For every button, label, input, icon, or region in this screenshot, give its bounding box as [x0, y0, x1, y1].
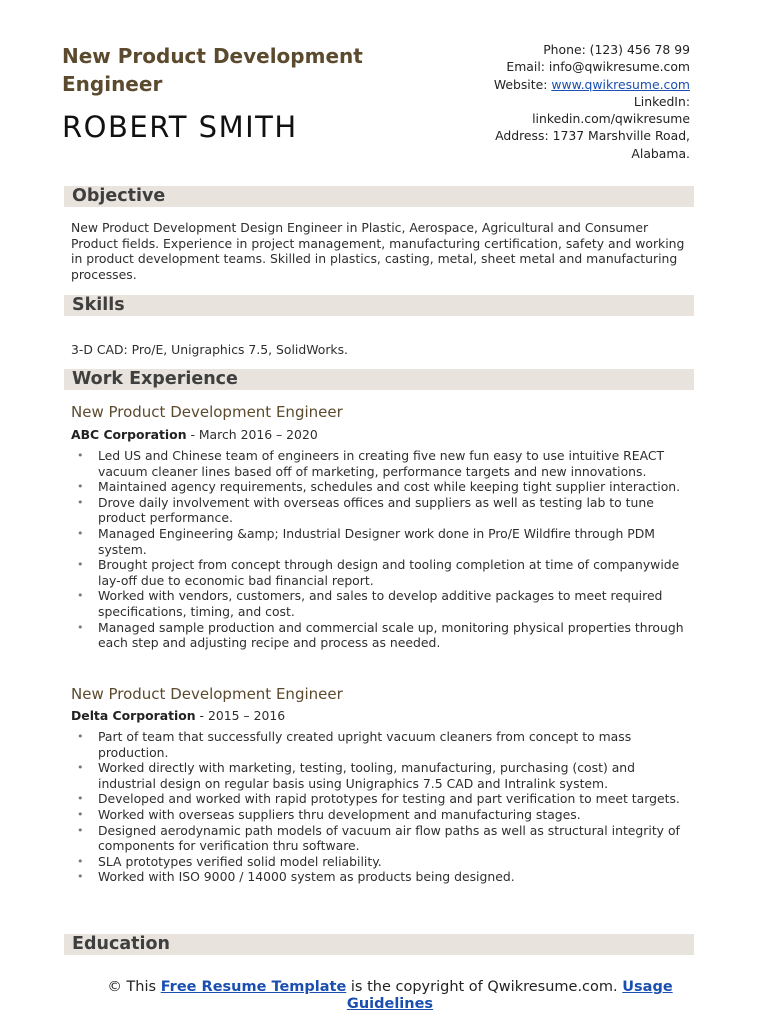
usage-guidelines-link[interactable]: Usage Guidelines: [346, 979, 673, 1012]
list-item: • Designed aerodynamic path models of vacuum air flow paths as well as structural integrity of components for verification thru software.: [77, 822, 680, 854]
website-link[interactable]: www.qwikresume.com: [551, 76, 690, 92]
contact-address-state: Alabama.: [631, 145, 690, 161]
footer-middle: is the copyright of Qwikresume.com.: [346, 979, 623, 995]
website-label: Website:: [493, 76, 552, 92]
bullet-icon: •: [77, 807, 84, 821]
company-name: Delta Corporation: [71, 708, 196, 723]
footer-prefix: © This: [107, 979, 161, 995]
list-item: • Led US and Chinese team of engineers in creating five new fun easy to use intuitive REACT vacuum cleaner lines based off of marketing, performance targets and new innovations.: [77, 448, 665, 479]
contact-linkedin-value: linkedin.com/qwikresume: [532, 111, 690, 127]
list-item: • Worked with vendors, customers, and sales to develop additive packages to meet required specifications, timing, and cost.: [77, 588, 663, 619]
skills-heading: Skills: [72, 295, 125, 315]
skills-section-header: [64, 295, 694, 316]
list-item: • Worked with overseas suppliers thru development and manufacturing stages.: [77, 806, 581, 822]
bullet-icon: •: [77, 449, 84, 462]
copyright-footer: [100, 979, 680, 1013]
list-item: • Managed sample production and commercial scale up, monitoring physical properties through each step and adjusting recipe and process as needed.: [77, 619, 684, 651]
education-heading: Education: [72, 934, 170, 954]
bullet-icon: •: [77, 854, 84, 868]
contact-email: Email: info@qwikresume.com: [506, 59, 690, 75]
list-item: • Brought project from concept through design and tooling completion at time of companywide lay-off due to economic bad financial report.: [77, 557, 680, 588]
experience-section-header: [64, 369, 694, 390]
objective-section-header: [64, 186, 694, 207]
experience-heading: Work Experience: [72, 369, 238, 389]
resume-job-title: New Product Development Engineer: [62, 44, 363, 96]
contact-website: [390, 76, 690, 93]
free-resume-template-link[interactable]: Free Resume Template: [160, 979, 347, 995]
list-item: • Developed and worked with rapid prototypes for testing and part verification to meet targets.: [77, 791, 680, 807]
bullet-icon: •: [77, 526, 84, 540]
bullet-icon: •: [77, 730, 84, 743]
objective-text: New Product Development Design Engineer in Plastic, Aerospace, Agricultural and Consumer Product fields. Experience in project management, manufacturing certification, safety and working in product development teams. Skilled in plastics, casting, metal, sheet metal and manufacturing processes.: [71, 220, 685, 282]
job-bullet-list: [71, 448, 696, 651]
bullet-icon: •: [77, 761, 84, 775]
bullet-icon: •: [77, 823, 84, 837]
job-dates: - 2015 – 2016: [195, 708, 286, 723]
skills-text: 3-D CAD: Pro/E, Unigraphics 7.5, SolidWorks.: [71, 342, 348, 357]
bullet-icon: •: [77, 558, 84, 572]
job-role: New Product Development Engineer: [71, 403, 343, 421]
bullet-icon: •: [77, 589, 84, 603]
objective-heading: Objective: [72, 186, 166, 206]
list-item: • Maintained agency requirements, schedules and cost while keeping tight supplier interaction.: [77, 479, 681, 495]
company-name: ABC Corporation: [71, 427, 187, 442]
bullet-icon: •: [77, 620, 84, 634]
list-item: • Drove daily involvement with overseas offices and suppliers as well as testing lab to tune product performance.: [77, 494, 654, 526]
job-bullet-list: [71, 729, 696, 885]
job-company-line: [71, 427, 318, 443]
list-item: • Part of team that successfully created upright vacuum cleaners from concept to mass production.: [77, 729, 632, 760]
list-item: • Worked with ISO 9000 / 14000 system as products being designed.: [77, 869, 515, 885]
candidate-name: ROBERT SMITH: [62, 110, 298, 144]
bullet-icon: •: [77, 495, 84, 509]
contact-address: Address: 1737 Marshville Road,: [495, 128, 690, 144]
list-item: • Worked directly with marketing, testing, tooling, manufacturing, purchasing (cost) and industrial design on regular basis using Unigraphics 7.5 CAD and Intralink system.: [77, 760, 636, 791]
list-item: • SLA prototypes verified solid model reliability.: [77, 853, 382, 869]
bullet-icon: •: [77, 480, 84, 494]
job-company-line: [71, 708, 285, 724]
contact-block: [390, 41, 690, 162]
job-role: New Product Development Engineer: [71, 685, 343, 703]
bullet-icon: •: [77, 870, 84, 884]
education-section-header: [64, 934, 694, 955]
contact-linkedin-label: LinkedIn:: [633, 93, 690, 109]
bullet-icon: •: [77, 792, 84, 806]
job-dates: - March 2016 – 2020: [186, 427, 318, 442]
contact-phone: Phone: (123) 456 78 99: [543, 42, 690, 57]
list-item: • Managed Engineering &amp; Industrial Designer work done in Pro/E Wildfire through PDM system.: [77, 525, 655, 557]
